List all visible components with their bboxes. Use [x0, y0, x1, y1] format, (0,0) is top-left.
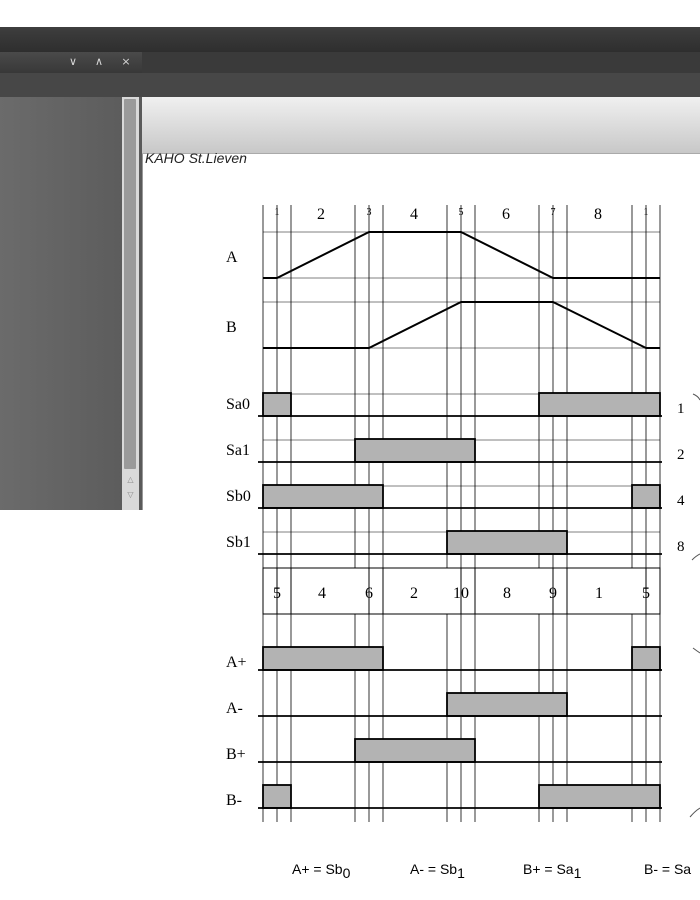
signal-label-aplus: A+	[226, 654, 247, 671]
aplus-pulse	[263, 647, 383, 670]
sa0-pulse	[263, 393, 291, 416]
formula-a-plus: A+ = Sb0	[292, 861, 351, 881]
sa1-pulse	[355, 439, 475, 462]
code-value: 1	[595, 585, 603, 602]
step-grid-lines	[263, 205, 660, 822]
signal-label-sa1: Sa1	[226, 442, 250, 459]
weight-label: 4	[677, 493, 685, 509]
step-label: 5	[458, 207, 464, 218]
weight-label: 2	[677, 447, 685, 463]
step-label: 2	[317, 206, 325, 223]
sb0-pulse	[632, 485, 660, 508]
code-value: 6	[365, 585, 373, 602]
code-value: 5	[273, 585, 281, 602]
bracket-arc	[693, 648, 700, 653]
waveform-b	[263, 302, 660, 348]
signal-label-a: A	[226, 249, 238, 266]
bminus-pulse	[263, 785, 291, 808]
step-label: 1	[643, 207, 649, 218]
weight-label: 8	[677, 539, 685, 555]
bracket-arc	[690, 808, 700, 817]
signal-label-sb0: Sb0	[226, 488, 251, 505]
aplus-pulse	[632, 647, 660, 670]
bplus-pulse	[355, 739, 475, 762]
sb0-pulse	[263, 485, 383, 508]
scroll-down-icon[interactable]: ▽	[127, 490, 134, 499]
step-label: 3	[366, 207, 372, 218]
bracket-arc	[692, 554, 700, 560]
sb1-pulse	[447, 531, 567, 554]
signal-label-bplus: B+	[226, 746, 246, 763]
signal-label-sa0: Sa0	[226, 396, 250, 413]
signal-label-sb1: Sb1	[226, 534, 251, 551]
minimize-icon[interactable]: ∨	[68, 55, 78, 68]
close-icon[interactable]: ×	[121, 55, 131, 68]
signal-label-b: B	[226, 319, 237, 336]
signal-label-bminus: B-	[226, 792, 242, 809]
scroll-up-icon[interactable]: △	[127, 475, 134, 484]
step-label: 6	[502, 206, 510, 223]
formula-b-minus: B- = Sa	[644, 861, 692, 877]
code-value: 5	[642, 585, 650, 602]
code-value: 8	[503, 585, 511, 602]
sa0-pulse	[539, 393, 660, 416]
signal-label-aminus: A-	[226, 700, 243, 717]
code-value: 2	[410, 585, 418, 602]
code-value: 10	[453, 585, 469, 602]
document-caption: KAHO St.Lieven	[145, 150, 247, 166]
code-value: 4	[318, 585, 326, 602]
code-value: 9	[549, 585, 557, 602]
maximize-icon[interactable]: ∧	[94, 55, 104, 68]
bminus-pulse	[539, 785, 660, 808]
step-label: 8	[594, 206, 602, 223]
waveform-a	[263, 232, 660, 278]
step-label: 7	[550, 207, 556, 218]
formula-a-minus: A- = Sb1	[410, 861, 465, 881]
aminus-pulse	[447, 693, 567, 716]
formula-b-plus: B+ = Sa1	[523, 861, 582, 881]
waveforms	[258, 232, 662, 808]
step-label: 1	[274, 207, 280, 218]
bracket-arc	[693, 394, 700, 400]
step-label: 4	[410, 206, 418, 223]
weight-label: 1	[677, 401, 685, 417]
